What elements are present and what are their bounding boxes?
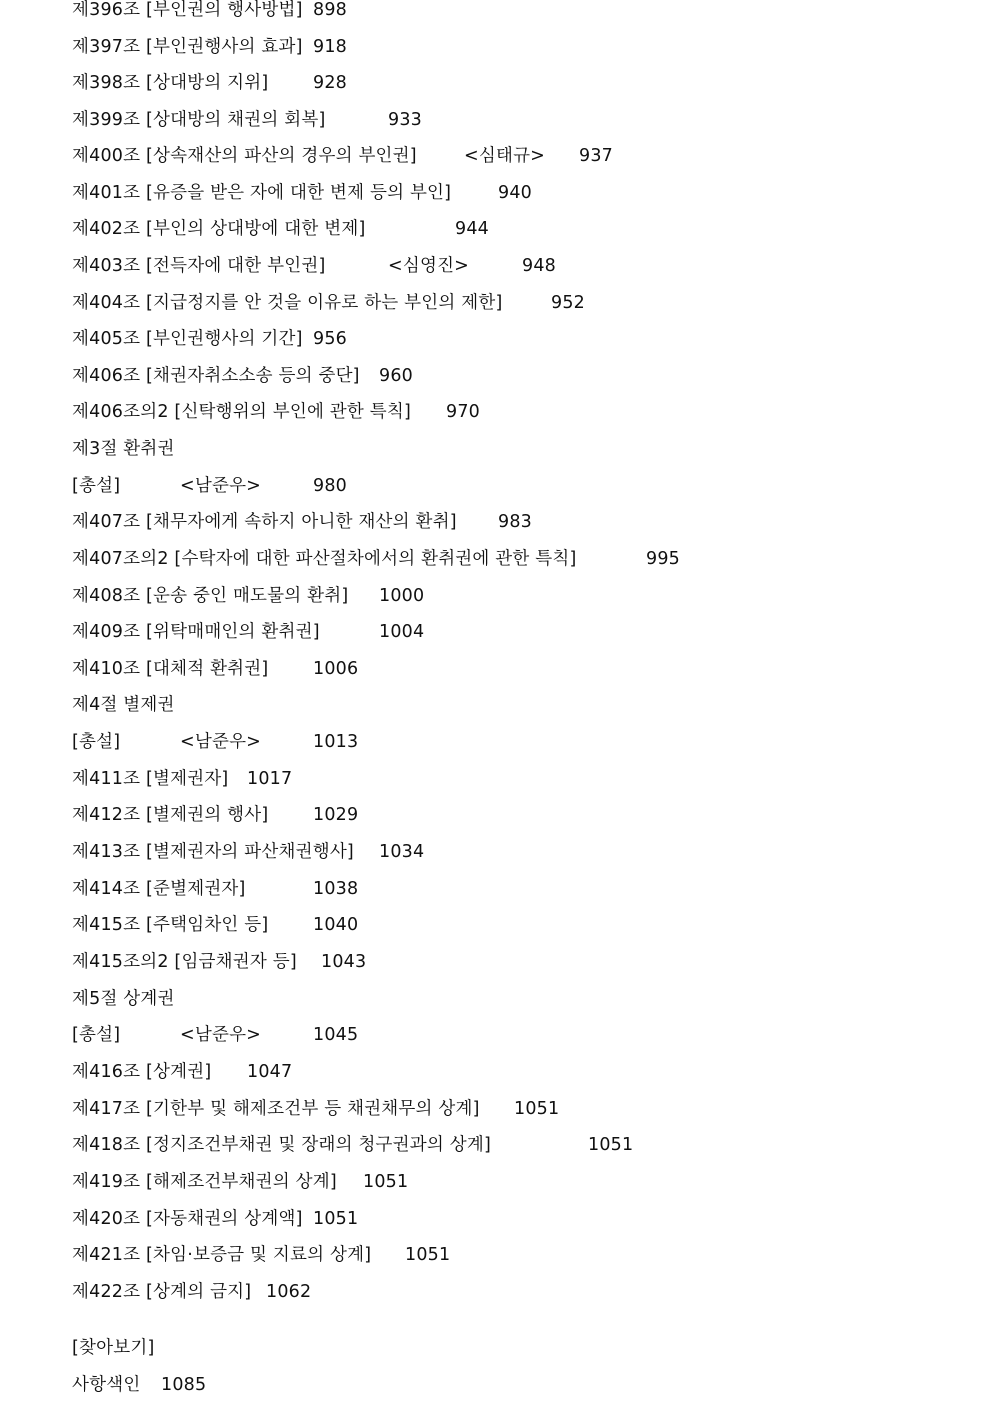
toc-entry: 제420조 [자동채권의 상계액] 1051 (72, 1209, 359, 1229)
toc-entry: 제405조 [부인권행사의 기간] 956 (72, 329, 348, 349)
toc-entry: [총설] <남준우> 980 (72, 476, 348, 496)
toc-entry: 제396조 [부인권의 행사방법] 898 (72, 0, 348, 20)
toc-entry: 제418조 [정지조건부채권 및 장래의 청구권과의 상계] 1051 (72, 1135, 634, 1155)
toc-entry: 제413조 [별제권자의 파산채권행사] 1034 (72, 842, 425, 862)
toc-entry: 제422조 [상계의 금지] 1062 (72, 1282, 312, 1302)
index-heading: [찾아보기] (72, 1338, 155, 1358)
toc-entry: 제417조 [기한부 및 해제조건부 등 채권채무의 상계] 1051 (72, 1099, 560, 1119)
toc-entry: [총설] <남준우> 1045 (72, 1025, 359, 1045)
toc-entry: [총설] <남준우> 1013 (72, 732, 359, 752)
toc-entry: 제399조 [상대방의 채권의 회복] 933 (72, 110, 423, 130)
toc-entry: 제410조 [대체적 환취권] 1006 (72, 659, 359, 679)
toc-entry: 제407조의2 [수탁자에 대한 파산절차에서의 환취권에 관한 특칙] 995 (72, 549, 681, 569)
toc-entry: 제415조 [주택임차인 등] 1040 (72, 915, 359, 935)
toc-entry: 제408조 [운송 중인 매도물의 환취] 1000 (72, 586, 425, 606)
toc-entry: 제412조 [별제권의 행사] 1029 (72, 805, 359, 825)
toc-entry: 제397조 [부인권행사의 효과] 918 (72, 37, 348, 57)
toc-entry: 제398조 [상대방의 지위] 928 (72, 73, 348, 93)
section-heading: 제4절 별제권 (72, 695, 175, 715)
toc-entry: 제404조 [지급정지를 안 것을 이유로 하는 부인의 제한] 952 (72, 293, 586, 313)
toc-entry: 제402조 [부인의 상대방에 대한 변제] 944 (72, 219, 490, 239)
toc-entry: 제401조 [유증을 받은 자에 대한 변제 등의 부인] 940 (72, 183, 533, 203)
toc-entry: 제400조 [상속재산의 파산의 경우의 부인권] <심태규> 937 (72, 146, 614, 166)
toc-entry: 제403조 [전득자에 대한 부인권] <심영진> 948 (72, 256, 557, 276)
toc-entry: 제407조 [채무자에게 속하지 아니한 재산의 환취] 983 (72, 512, 533, 532)
toc-entry: 제411조 [별제권자] 1017 (72, 769, 293, 789)
toc-entry: 제421조 [차임·보증금 및 지료의 상계] 1051 (72, 1245, 451, 1265)
toc-entry: 제406조의2 [신탁행위의 부인에 관한 특칙] 970 (72, 402, 481, 422)
index-entry: 사항색인 1085 (72, 1375, 207, 1395)
toc-entry: 제416조 [상계권] 1047 (72, 1062, 293, 1082)
toc-entry: 제406조 [채권자취소소송 등의 중단] 960 (72, 366, 414, 386)
section-heading: 제3절 환취권 (72, 439, 175, 459)
toc-entry: 제409조 [위탁매매인의 환취권] 1004 (72, 622, 425, 642)
toc-entry: 제415조의2 [임금채권자 등] 1043 (72, 952, 367, 972)
toc-entry: 제419조 [해제조건부채권의 상계] 1051 (72, 1172, 409, 1192)
toc-entry: 제414조 [준별제권자] 1038 (72, 879, 359, 899)
section-heading: 제5절 상계권 (72, 989, 175, 1009)
